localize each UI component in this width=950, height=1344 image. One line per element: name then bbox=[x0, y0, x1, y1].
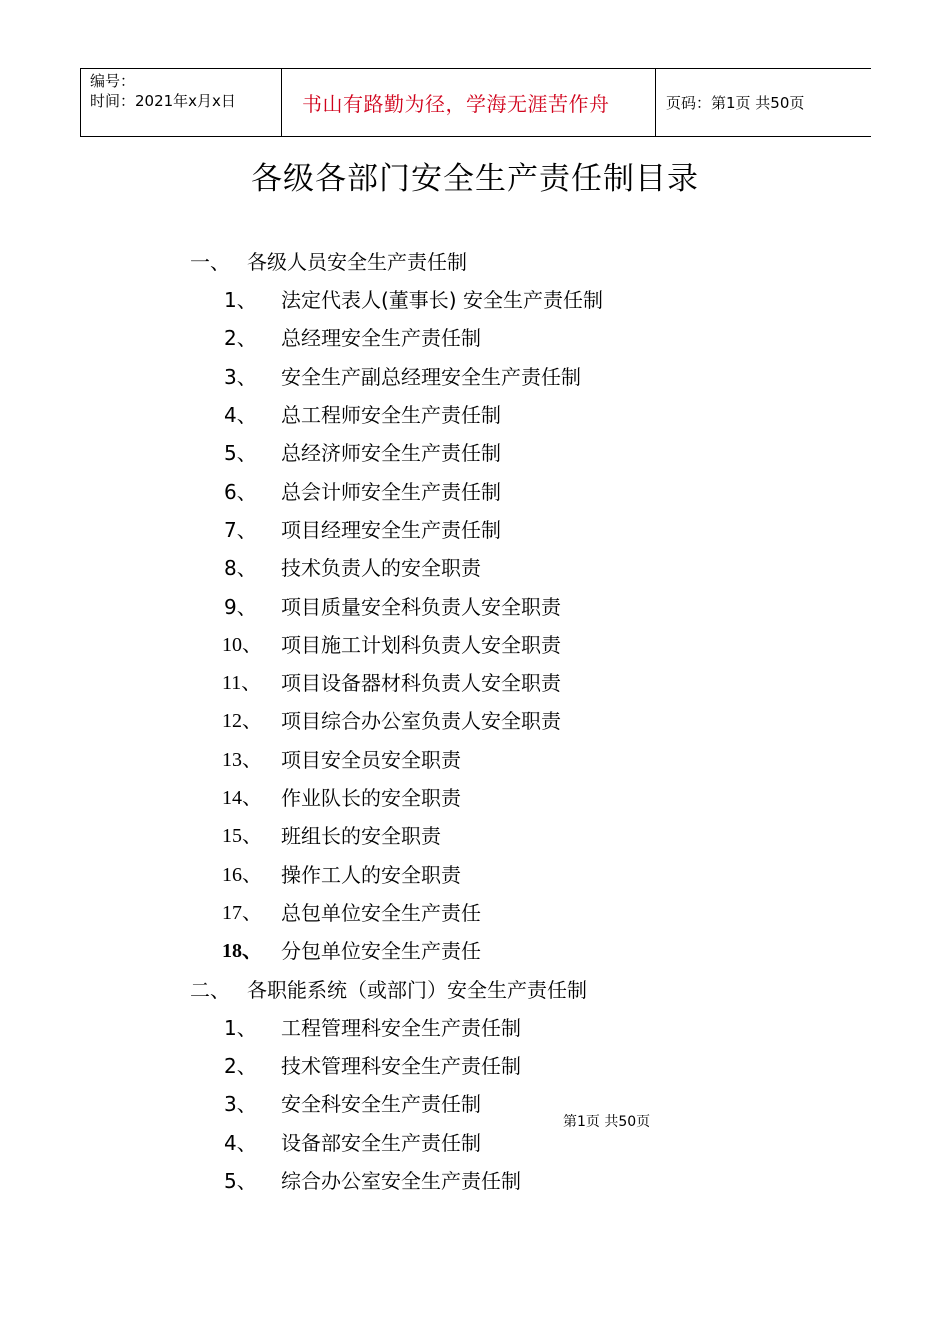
toc-item-number: 15、 bbox=[222, 825, 262, 847]
toc-item-number: 12、 bbox=[222, 710, 262, 732]
toc-item-number: 16、 bbox=[222, 864, 262, 886]
footer-page-number: 第1页 共50页 bbox=[563, 1114, 651, 1130]
toc-item-number: 8、 bbox=[224, 556, 257, 580]
toc-item-text: 设备部安全生产责任制 bbox=[281, 1131, 481, 1155]
toc-item-number: 5、 bbox=[224, 441, 257, 465]
toc-item-number: 13、 bbox=[222, 749, 262, 771]
toc-item-text: 项目安全员安全职责 bbox=[281, 748, 461, 772]
toc-item-number: 2、 bbox=[224, 1054, 257, 1078]
toc-item-number: 4、 bbox=[224, 403, 257, 427]
motto-text: 书山有路勤为径，学海无涯苦作舟 bbox=[302, 92, 610, 116]
toc-item-number: 4、 bbox=[224, 1131, 257, 1155]
toc-item-text: 班组长的安全职责 bbox=[281, 824, 441, 848]
toc-item-number: 2、 bbox=[224, 326, 257, 350]
section-label: 各级人员安全生产责任制 bbox=[247, 250, 467, 274]
toc-item-text: 项目综合办公室负责人安全职责 bbox=[281, 709, 561, 733]
toc-item-text: 安全科安全生产责任制 bbox=[281, 1092, 481, 1116]
toc-item-text: 项目施工计划科负责人安全职责 bbox=[281, 633, 561, 657]
toc-item-text: 总工程师安全生产责任制 bbox=[281, 403, 501, 427]
toc-item-text: 工程管理科安全生产责任制 bbox=[281, 1016, 521, 1040]
page-info-cell bbox=[656, 69, 871, 136]
section-marker: 二、 bbox=[190, 978, 230, 1002]
toc-item-number: 9、 bbox=[224, 595, 257, 619]
motto-cell bbox=[282, 69, 656, 136]
toc-item-number: 17、 bbox=[222, 902, 262, 924]
toc-item-text: 总会计师安全生产责任制 bbox=[281, 480, 501, 504]
toc-item-text: 技术负责人的安全职责 bbox=[281, 556, 481, 580]
toc-item-number: 3、 bbox=[224, 1092, 257, 1116]
toc-item-number: 18、 bbox=[222, 940, 262, 962]
toc-item-text: 作业队长的安全职责 bbox=[281, 786, 461, 810]
toc-item-number: 1、 bbox=[224, 288, 257, 312]
toc-item-text: 安全生产副总经理安全生产责任制 bbox=[281, 365, 581, 389]
toc-item-text: 技术管理科安全生产责任制 bbox=[281, 1054, 521, 1078]
toc-item-number: 10、 bbox=[222, 634, 262, 656]
page-title: 各级各部门安全生产责任制目录 bbox=[251, 161, 699, 197]
section-marker: 一、 bbox=[190, 250, 230, 274]
header-table bbox=[80, 68, 871, 137]
time-label: 时间：2021年x月x日 bbox=[90, 92, 236, 110]
toc-item-text: 操作工人的安全职责 bbox=[281, 863, 461, 887]
toc-item-text: 总包单位安全生产责任 bbox=[281, 901, 481, 925]
toc-item-number: 11、 bbox=[222, 672, 262, 694]
toc-item-number: 5、 bbox=[224, 1169, 257, 1193]
toc-item-number: 7、 bbox=[224, 518, 257, 542]
toc-item-number: 14、 bbox=[222, 787, 262, 809]
toc-item-text: 法定代表人(董事长) 安全生产责任制 bbox=[281, 288, 603, 312]
toc-item-text: 总经济师安全生产责任制 bbox=[281, 441, 501, 465]
toc-item-number: 3、 bbox=[224, 365, 257, 389]
page-info-text: 页码：第1页 共50页 bbox=[666, 94, 805, 112]
toc-item-text: 分包单位安全生产责任 bbox=[281, 939, 481, 963]
toc-item-text: 项目设备器材科负责人安全职责 bbox=[281, 671, 561, 695]
toc-item-text: 项目质量安全科负责人安全职责 bbox=[281, 595, 561, 619]
header-meta-cell bbox=[81, 69, 282, 136]
code-label: 编号： bbox=[90, 72, 136, 90]
toc-item-text: 综合办公室安全生产责任制 bbox=[281, 1169, 521, 1193]
toc-item-number: 6、 bbox=[224, 480, 257, 504]
toc-item-number: 1、 bbox=[224, 1016, 257, 1040]
section-label: 各职能系统（或部门）安全生产责任制 bbox=[247, 978, 587, 1002]
toc-item-text: 项目经理安全生产责任制 bbox=[281, 518, 501, 542]
toc-item-text: 总经理安全生产责任制 bbox=[281, 326, 481, 350]
